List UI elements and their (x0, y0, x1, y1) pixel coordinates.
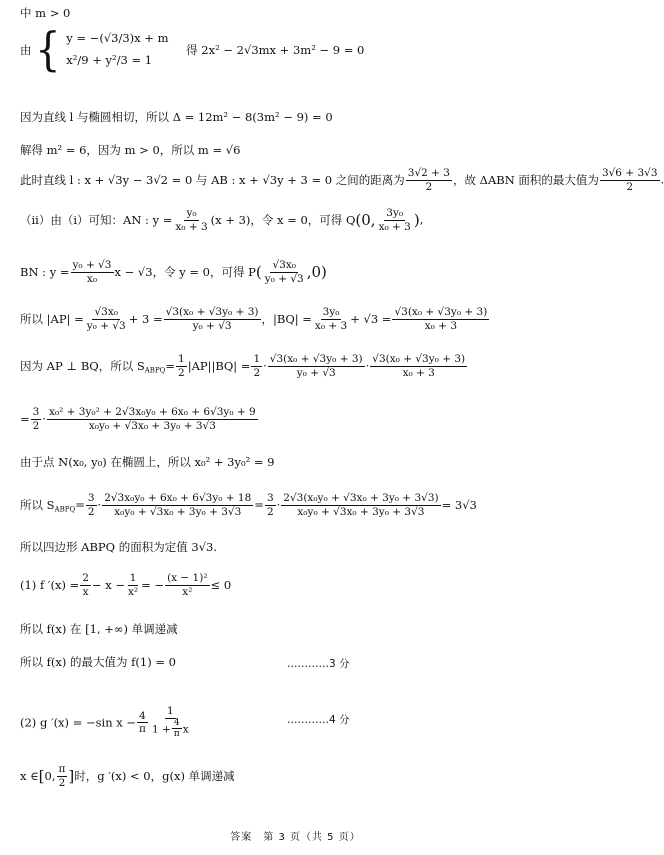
line-area-constant: 所以四边形 ABPQ 的面积为定值 3√3. (20, 540, 218, 554)
line-decreasing: 所以 f(x) 在 [1, +∞) 单调递减 (20, 622, 178, 636)
score-mark-4: …………4 分 (287, 714, 350, 726)
line-condition: 中 m > 0 (20, 6, 71, 20)
page-footer: 答案 第 3 页（共 5 页） (230, 832, 361, 843)
an-slope-fraction: $\frac{\text{y₀}}{\text{x₀ + 3}}$ (175, 207, 208, 233)
line-interval: x ∈[0, $\frac{\pi}{2}$ ]时，g ′(x) < 0，g(x) 单调递减 (20, 763, 235, 789)
max-area-fraction: $\frac{3√6 + 3√3}{2}$ (601, 167, 658, 193)
line-area-result: 所以 $S_{ABPQ}=$ $\frac{3}{2}$ · $\frac{\text{2√3x₀y₀ + 6x₀ + 6√3y₀ + 18}}{\text{x₀y₀ + √3x₀ + 3y₀ + 3√3}}$ = $\frac{3}{2}$ · $\frac{\text{2√3(x₀y₀ + √3x₀ + 3y₀ + 3√3)}}{\text{x₀y₀ + √3x₀ + 3y₀ + 3√3}}$ = 3√3 (20, 492, 477, 518)
line-ap-bq: 所以 |AP| = $\frac{\text{√3x₀}}{\text{y₀ + √3}}$ + 3 = $\frac{\text{√3(x₀ + √3y₀ + 3)}}{\text{y₀ + √3}}$ ，|BQ| = $\frac{\text{3y₀}}{\text{x₀ + 3}}$ + √3 = $\frac{\text{√3(x₀ + √3y₀ + 3)}}{\text{x₀ + 3}}$ (20, 306, 488, 332)
line-derivative-g: (2) g ′(x) = −sin x − $\frac{4}{\pi}$ 1 1 + $\frac{4}{\pi}$ x (20, 705, 189, 740)
system-eq-line: y = −(√3/3)x + m (66, 31, 169, 46)
line-expanded: = $\frac{3}{2}$ · $\frac{\text{x₀² + 3y₀² + 2√3x₀y₀ + 6x₀ + 6√3y₀ + 9}}{\text{x₀y₀ + √3x₀ + 3y₀ + 3√3}}$ (20, 406, 256, 432)
equation-system (66, 32, 168, 68)
line-system: 由 { y = −(√3/3)x + m x²/9 + y²/3 = 1 得 2x² − 2√3mx + 3m² − 9 = 0 (20, 23, 365, 77)
line-area-product: 因为 AP ⊥ BQ，所以 $S_{ABPQ}=$ $\frac{1}{2}$ |AP||BQ| = $\frac{1}{2}$ · $\frac{\text{√3(x₀ + √3y₀ + 3)}}{\text{y₀ + √3}}$ · $\frac{\text{√3(x₀ + √3y₀ + 3)}}{\text{x₀ + 3}}$ (20, 353, 466, 379)
line-an: （ii）由（i）可知：AN : y = $\frac{\text{y₀}}{\text{x₀ + 3}}$ (x + 3)，令 x = 0，可得 Q(0, $\frac{\text{3y₀}}{\text{x₀ + 3}}$ ), (20, 207, 424, 233)
line-on-ellipse: 由于点 N(x₀, y₀) 在椭圆上，所以 x₀² + 3y₀² = 9 (20, 455, 275, 469)
line-max-value: 所以 f(x) 的最大值为 f(1) = 0 (20, 655, 176, 669)
left-brace: { (35, 23, 61, 77)
line-bn: BN : y = $\frac{\text{y₀ + √3}}{\text{x₀}}$ x − √3，令 y = 0，可得 P( $\frac{\text{√3x₀}}{\text{y₀ + √3}}$ ,0) (20, 259, 327, 285)
line-derivative-f: (1) f ′(x) = $\frac{2}{x}$ − x − $\frac{1}{\text{x²}}$ = − $\frac{\text{(x − 1)²}}{\text{x²}}$ ≤ 0 (20, 572, 232, 598)
distance-fraction: $\frac{3√2 + 3}{2}$ (407, 167, 450, 193)
system-ellipse: x²/9 + y²/3 = 1 (66, 53, 153, 67)
score-mark-3: …………3 分 (287, 658, 350, 670)
p-coordinate-fraction: $\frac{\text{√3x₀}}{\text{y₀ + √3}}$ (264, 259, 304, 285)
bn-slope-fraction: $\frac{\text{y₀ + √3}}{\text{x₀}}$ (72, 259, 112, 285)
q-coordinate-fraction: $\frac{\text{3y₀}}{\text{x₀ + 3}}$ (378, 207, 411, 233)
line-tangent: 因为直线 l 与椭圆相切，所以 Δ = 12m² − 8(3m² − 9) = 0 (20, 110, 333, 124)
line-solve-m: 解得 m² = 6，因为 m > 0，所以 m = √6 (20, 143, 241, 157)
line-distance: 此时直线 l : x + √3y − 3√2 = 0 与 AB : x + √3y + 3 = 0 之间的距离为 $\frac{3√2 + 3}{2}$ ，故 ΔABN 面积的最大值为 $\frac{3√6 + 3√3}{2}$ . (20, 167, 664, 193)
